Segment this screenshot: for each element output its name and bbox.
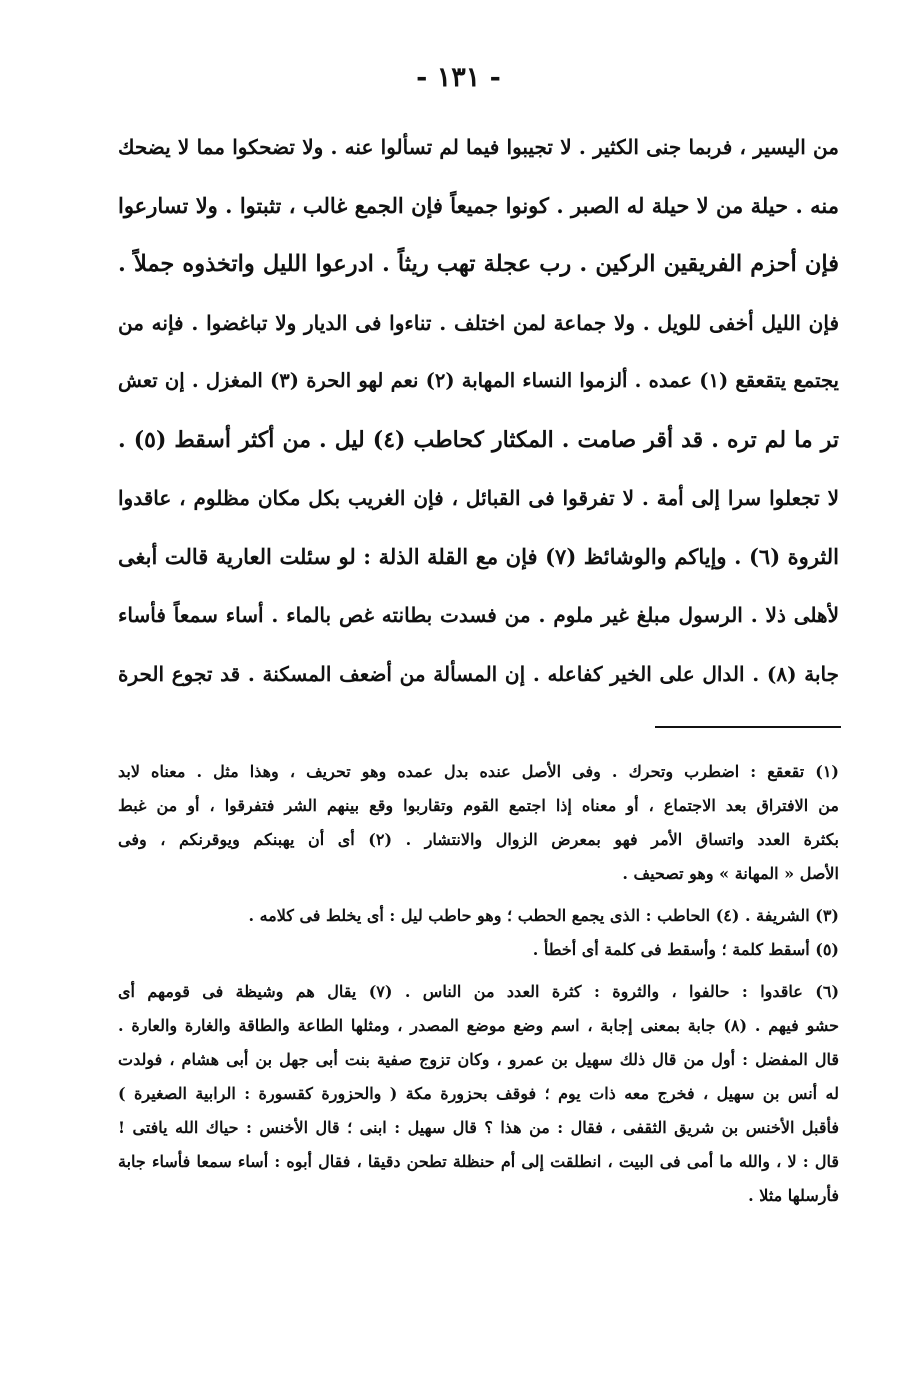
footnote-spacer (118, 891, 839, 899)
main-text-line: لأهلى ذلا . الرسول مبلغ غير ملوم . من فسدت بطانته غص بالماء . أساء سمعاً فأساء (118, 603, 839, 627)
footnote-divider (655, 726, 841, 728)
footnote-line: قال المفضل : أول من قال ذلك سهيل بن عمرو ، وكان تزوج صفية بنت أبى جهل بن أبى هشام ، فولدت (118, 1050, 840, 1069)
footnote-line: من الافتراق بعد الاجتماع ، أو معناه إذا اجتمع القوم وتقاربوا وقع بينهم الشر فتفرقوا ، أو من غبط (118, 796, 839, 815)
footnote-line: له أنس بن سهيل ، فخرج معه ذات يوم ؛ فوقف بحزورة مكة ( والحزورة كقسورة : الرابية الصغيرة ) (118, 1084, 839, 1103)
footnotes (118, 755, 839, 1213)
main-text-line: فإن أحزم الفريقين الركين . رب عجلة تهب ريثاً . ادرعوا الليل واتخذوه جملاً . (118, 251, 839, 277)
footnote-line: فأقبل الأخنس بن شريق الثقفى ، فقال : من هذا ؟ قال سهيل : ابنى ؛ قال الأخنس : حياك الله يافتى ! (118, 1118, 839, 1137)
footnote-line: الأصل « المهانة » وهو تصحيف . (622, 864, 839, 883)
footnote-spacer (118, 967, 839, 975)
main-text-line: جابة (٨) . الدال على الخير كفاعله . إن المسألة من أضعف المسكنة . قد تجوع الحرة (118, 661, 839, 686)
main-text-line: فإن الليل أخفى للويل . ولا جماعة لمن اختلف . تناءوا فى الديار ولا تباغضوا . فإنه من (118, 310, 839, 335)
footnote-line: (٣) الشريفة . (٤) الحاطب : الذى يجمع الحطب ؛ وهو حاطب ليل : أى يخلط فى كلامه . (248, 906, 839, 925)
main-text-line: من اليسير ، فربما جنى الكثير . لا تجيبوا فيما لم تسألوا عنه . ولا تضحكوا مما لا يضحك (118, 135, 839, 159)
main-text-line: يجتمع يتقعقع (١) عمده . ألزموا النساء المهابة (٢) نعم لهو الحرة (٣) المغزل . إن تعش (118, 369, 839, 392)
main-text-line: تر ما لم تره . قد أقر صامت . المكثار كحاطب (٤) ليل . من أكثر أسقط (٥) . (118, 426, 839, 453)
main-text-line: منه . حيلة من لا حيلة له الصبر . كونوا جميعاً فإن الجمع غالب ، تثبتوا . ولا تسارعوا (118, 192, 839, 218)
footnote-line: حشو فيهم . (٨) جابة بمعنى إجابة ، اسم وضع موضع المصدر ، ومثلها الطاعة والطاقة والغارة والعارة . (118, 1016, 840, 1035)
footnote-line: فأرسلها مثلا . (748, 1186, 839, 1205)
main-text-line: لا تجعلوا سرا إلى أمة . لا تفرقوا فى القبائل ، فإن الغريب بكل مكان مظلوم ، عاقدوا (118, 486, 839, 510)
main-text (118, 118, 839, 703)
footnote-line: بكثرة العدد واتساق الأمر فهو بمعرض الزوال والانتشار . (٢) أى أن يهبنكم ويوقرنكم ، وفى (118, 830, 840, 849)
footnote-line: (٥) أسقط كلمة ؛ وأسقط فى كلمة أى أخطأ . (532, 940, 839, 959)
footnote-line: (٦) عاقدوا : حالفوا ، والثروة : كثرة العدد من الناس . (٧) يقال هم وشيظة فى قومهم أى (118, 982, 840, 1001)
page-number: - ١٣١ - (416, 62, 501, 93)
main-text-line: الثروة (٦) . وإياكم والوشائظ (٧) فإن مع القلة الذلة : لو سئلت العارية قالت أبغى (118, 543, 839, 569)
footnote-line: قال : لا ، والله ما أمى فى البيت ، انطلقت إلى أم حنظلة تطحن دقيقا ، فقال أبوه : أساء سمعا فأساء جابة (118, 1152, 839, 1171)
footnote-line: (١) تقعقع : اضطرب وتحرك . وفى الأصل عنده بدل عمده وهو تحريف ، وهذا مثل . معناه لابد (118, 762, 839, 781)
